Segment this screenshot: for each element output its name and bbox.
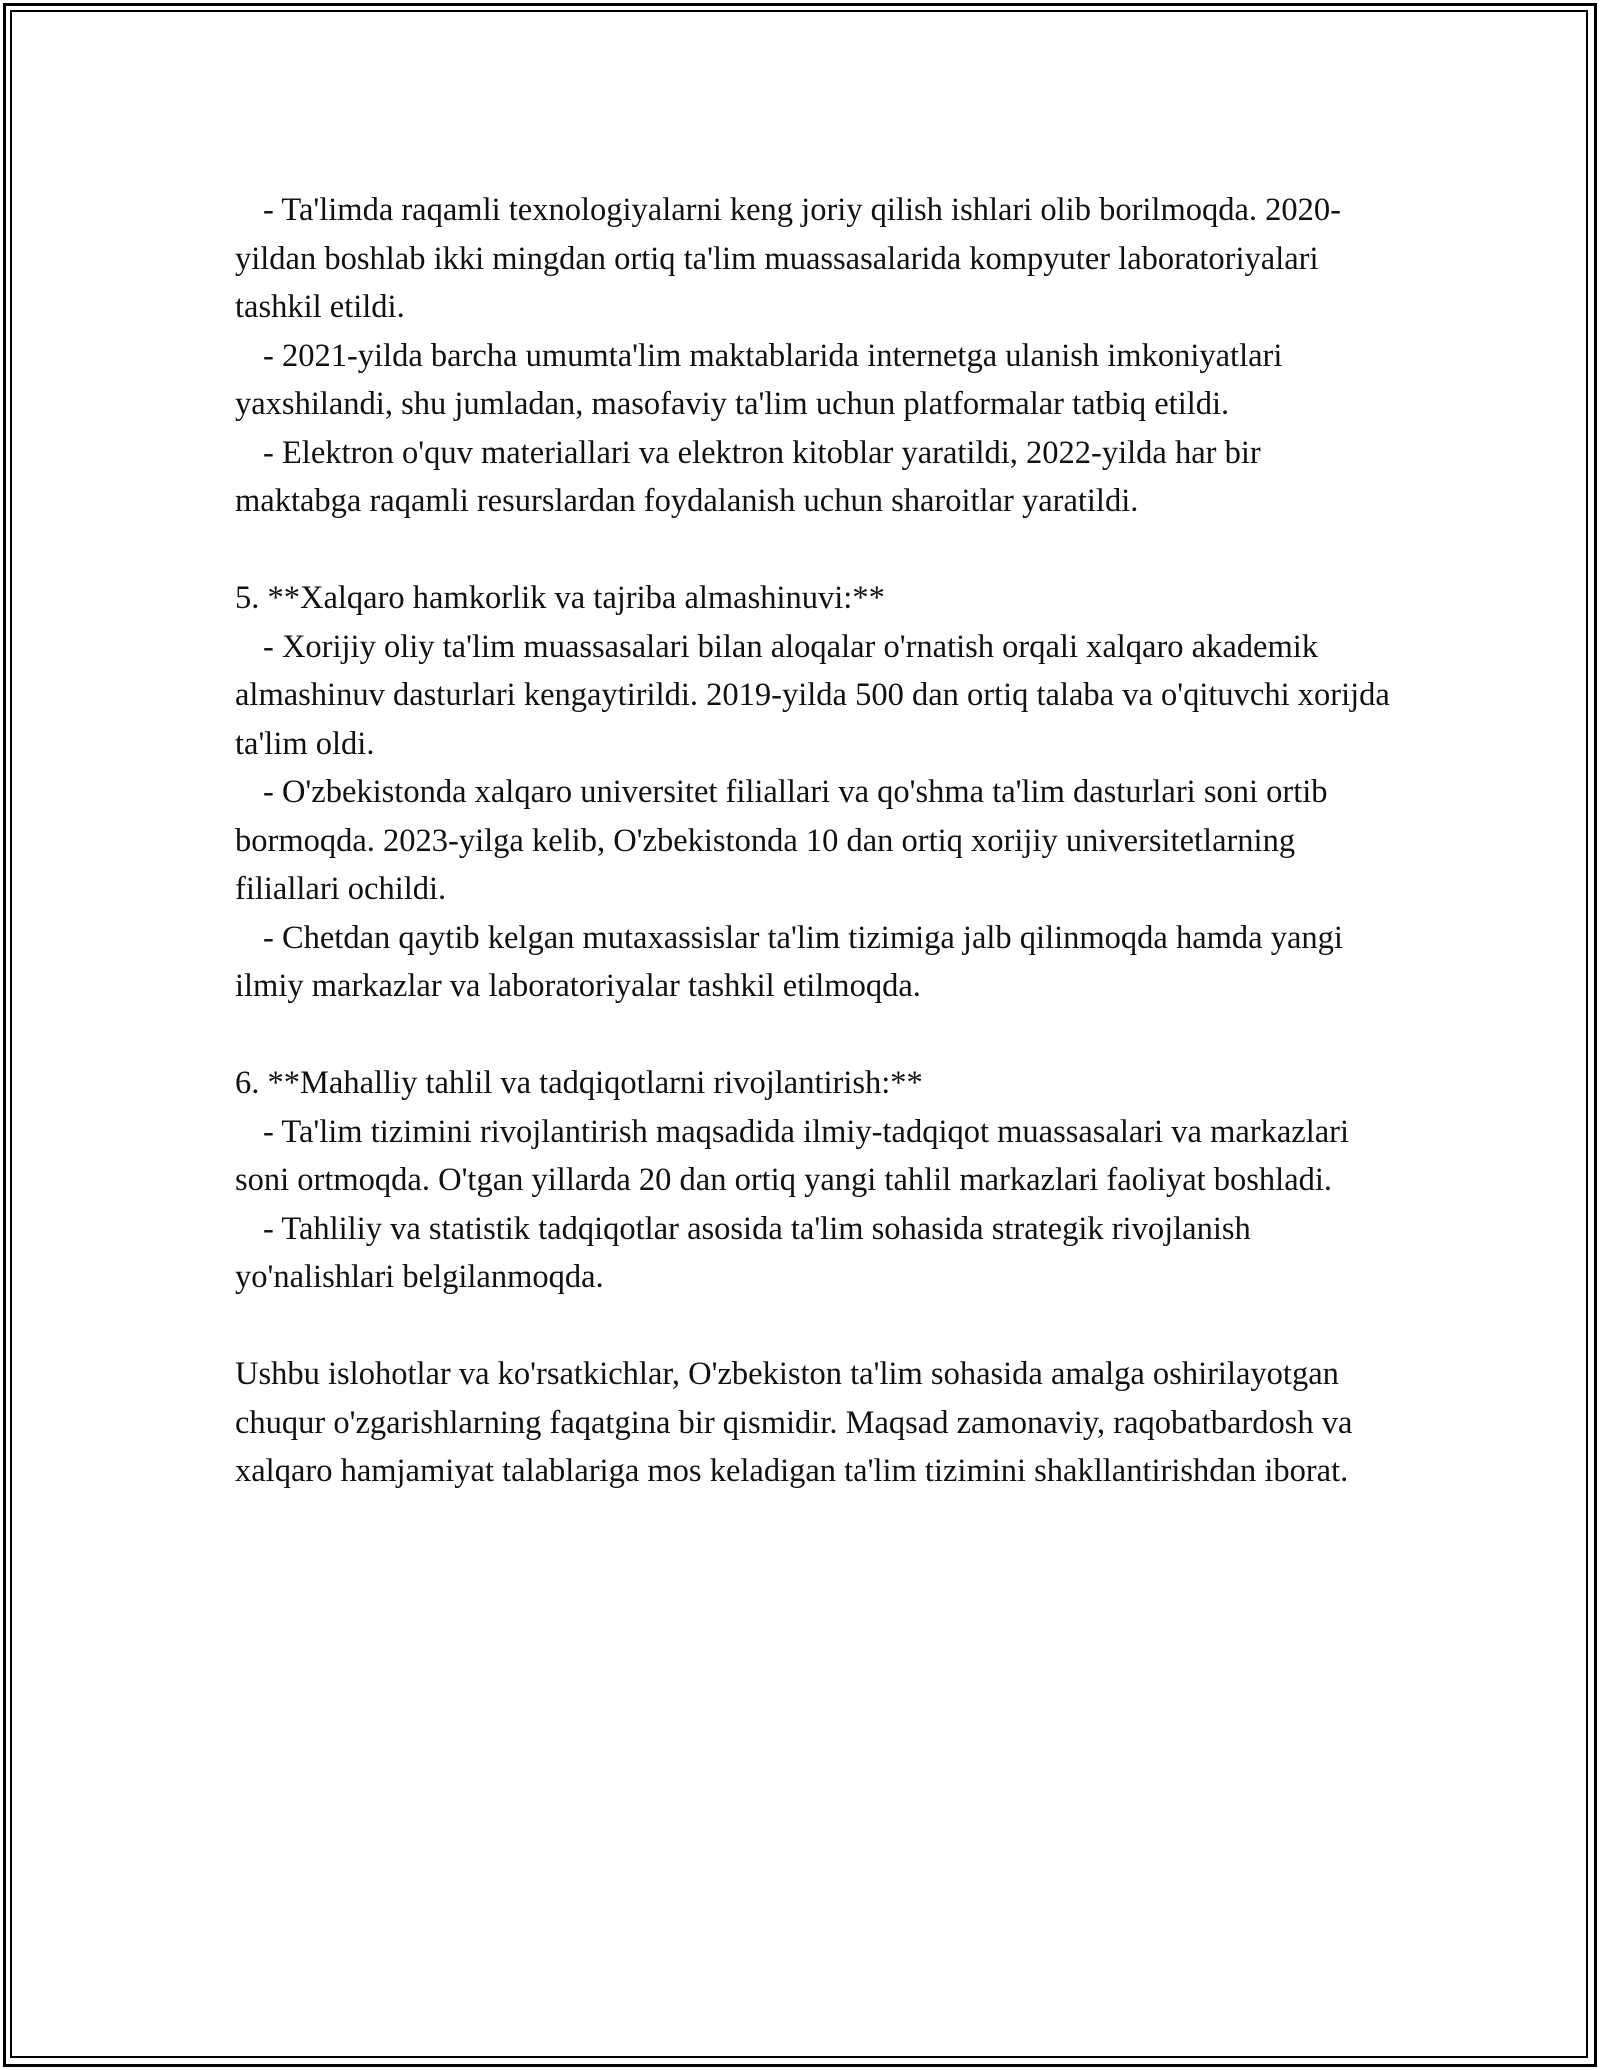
section-heading: 5. **Xalqaro hamkorlik va tajriba almashinuvi:** bbox=[235, 580, 885, 616]
paragraph-gap bbox=[235, 1011, 1395, 1060]
conclusion-paragraph: Ushbu islohotlar va ko'rsatkichlar, O'zbekiston ta'lim sohasida amalga oshirilayotgan chuqur o'zgarishlarning faqatgina bir qismidir. Maqsad zamonaviy, raqobatbardosh va xalqaro hamjamiyat talablariga mos keladigan ta'lim tizimini shakllantirishdan iborat. bbox=[235, 1356, 1353, 1489]
bullet-item: - 2021-yilda barcha umumta'lim maktablarida internetga ulanish imkoniyatlari yaxshilandi, shu jumladan, masofaviy ta'lim uchun platformalar tatbiq etildi. bbox=[235, 337, 1283, 422]
bullet-item: - Chetdan qaytib kelgan mutaxassislar ta'lim tizimiga jalb qilinmoqda hamda yangi ilmiy markazlar va laboratoriyalar tashkil etilmoqda. bbox=[235, 919, 1343, 1004]
bullet-item: - Xorijiy oliy ta'lim muassasalari bilan aloqalar o'rnatish orqali xalqaro akademik almashinuv dasturlari kengaytirildi. 2019-yilda 500 dan ortiq talaba va o'qituvchi xorijda ta'lim oldi. bbox=[235, 628, 1390, 762]
paragraph-gap bbox=[235, 526, 1395, 575]
bullet-item: - Ta'lim tizimini rivojlantirish maqsadida ilmiy-tadqiqot muassasalari va markazlari soni ortmoqda. O'tgan yillarda 20 dan ortiq yangi tahlil markazlari faoliyat boshladi. bbox=[235, 1113, 1350, 1198]
document-body bbox=[235, 186, 1395, 1496]
section-heading: 6. **Mahalliy tahlil va tadqiqotlarni rivojlantirish:** bbox=[235, 1065, 923, 1101]
bullet-item: - Tahliliy va statistik tadqiqotlar asosida ta'lim sohasida strategik rivojlanish yo'nalishlari belgilanmoqda. bbox=[235, 1210, 1251, 1295]
bullet-item: - Elektron o'quv materiallari va elektron kitoblar yaratildi, 2022-yilda har bir maktabga raqamli resurslardan foydalanish uchun sharoitlar yaratildi. bbox=[235, 434, 1261, 519]
bullet-item: - Ta'limda raqamli texnologiyalarni keng joriy qilish ishlari olib borilmoqda. 2020-yildan boshlab ikki mingdan ortiq ta'lim muassasalarida kompyuter laboratoriyalari tashkil etildi. bbox=[235, 192, 1341, 325]
bullet-item: - O'zbekistonda xalqaro universitet filiallari va qo'shma ta'lim dasturlari soni ortib bormoqda. 2023-yilga kelib, O'zbekistonda 10 dan ortiq xorijiy universitetlarning filiallari ochildi. bbox=[235, 774, 1328, 907]
paragraph-gap bbox=[235, 1302, 1395, 1351]
